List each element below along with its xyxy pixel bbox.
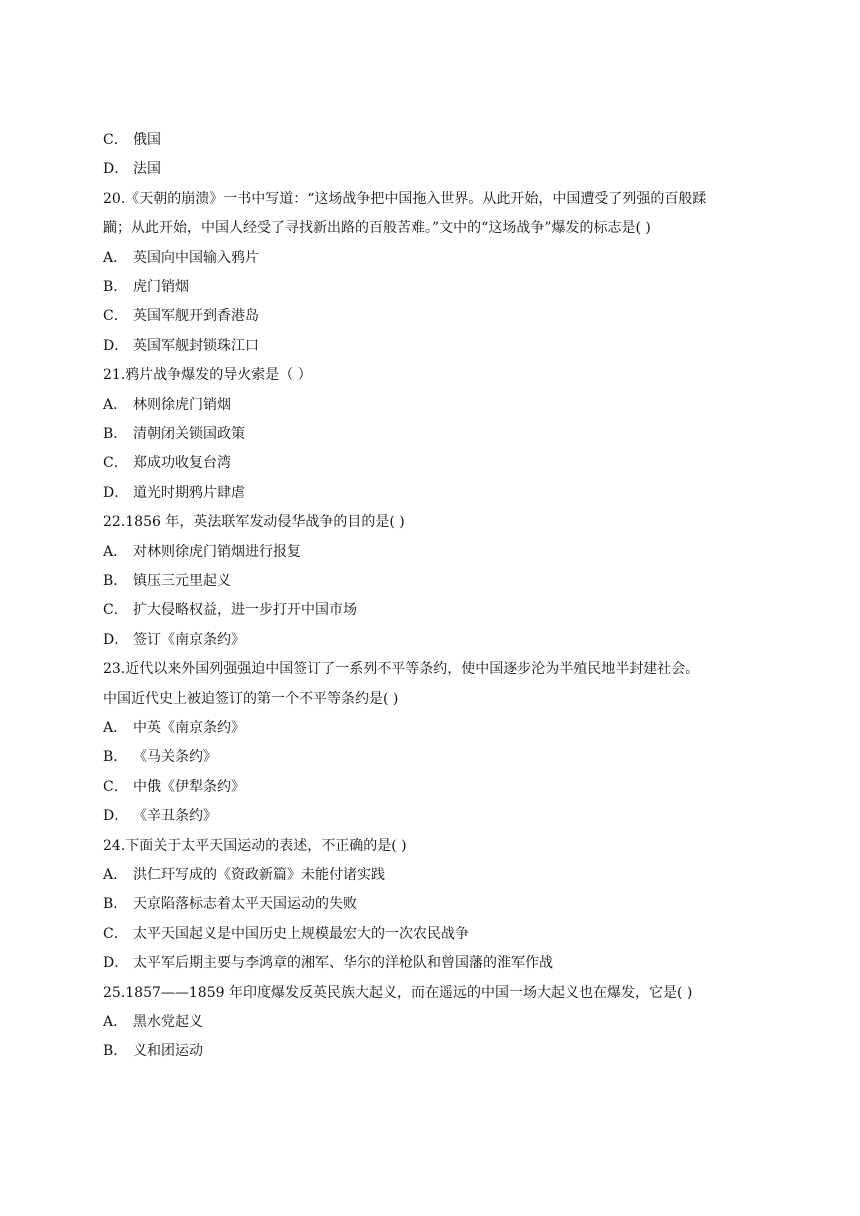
answer-option <box>103 953 783 973</box>
answer-option <box>103 600 783 620</box>
option-text: 对林则徐虎门销烟进行报复 <box>133 543 301 560</box>
option-text: 扩大侵略权益，进一步打开中国市场 <box>133 602 357 619</box>
option-letter: B． <box>103 1043 128 1060</box>
question-text: 21.鸦片战争爆发的导火索是（ ） <box>103 367 312 384</box>
option-text: 道光时期鸦片肆虐 <box>133 484 245 501</box>
answer-option <box>103 277 783 297</box>
option-text: 郑成功收复台湾 <box>133 455 231 472</box>
option-text: 洪仁玕写成的《资政新篇》未能付诸实践 <box>133 867 385 883</box>
option-letter: B． <box>103 749 128 766</box>
option-text: 英国向中国输入鸦片 <box>133 249 259 266</box>
question-text: 23.近代以来外国列强强迫中国签订了一系列不平等条约，使中国逐步沦为半殖民地半封建社会。 <box>103 661 700 678</box>
option-text: 林则徐虎门销烟 <box>133 396 231 413</box>
option-text: 中英《南京条约》 <box>133 720 245 736</box>
option-text: 天京陷落标志着太平天国运动的失败 <box>133 896 357 913</box>
question-text: 20.《天朝的崩溃》一书中写道：“这场战争把中国拖入世界。从此开始，中国遭受了列强的百般蹂 <box>103 190 707 207</box>
option-letter: D． <box>103 484 129 501</box>
option-text: 清朝闭关锁国政策 <box>133 426 245 442</box>
answer-option <box>103 718 783 738</box>
option-letter: C． <box>103 925 128 942</box>
answer-option <box>103 248 783 268</box>
answer-option <box>103 336 783 356</box>
option-text: 英国军舰封锁珠江口 <box>133 337 259 354</box>
option-text: 义和团运动 <box>133 1043 203 1060</box>
option-letter: A． <box>103 543 128 560</box>
option-letter: A． <box>103 249 128 266</box>
answer-option <box>103 630 783 650</box>
option-text: 《辛丑条约》 <box>133 808 217 825</box>
option-letter: A． <box>103 396 128 413</box>
option-letter: D． <box>103 631 129 648</box>
option-letter: D． <box>103 808 129 825</box>
answer-option <box>103 130 783 150</box>
option-letter: C． <box>103 132 128 148</box>
question-text: 22.1856 年，英法联军发动侵华战争的目的是( ) <box>103 514 405 531</box>
option-text: 太平天国起义是中国历史上规模最宏大的一次农民战争 <box>133 925 469 942</box>
option-text: 虎门销烟 <box>133 279 189 295</box>
question-text: 躏；从此开始，中国人经受了寻找新出路的百般苦难。”文中的“这场战争”爆发的标志是( ) <box>103 220 651 237</box>
option-letter: C． <box>103 602 128 619</box>
answer-option <box>103 747 783 767</box>
answer-option <box>103 924 783 944</box>
answer-option <box>103 1012 783 1032</box>
option-letter: A． <box>103 867 128 883</box>
option-letter: B． <box>103 896 128 913</box>
option-text: 镇压三元里起义 <box>133 573 231 589</box>
answer-option <box>103 571 783 591</box>
option-letter: D． <box>103 161 129 178</box>
answer-option <box>103 806 783 826</box>
answer-option <box>103 453 783 473</box>
option-text: 英国军舰开到香港岛 <box>133 308 259 325</box>
option-text: 《马关条约》 <box>133 749 217 766</box>
option-text: 法国 <box>133 161 161 178</box>
answer-option <box>103 1041 783 1061</box>
option-letter: B． <box>103 279 128 295</box>
option-letter: D． <box>103 955 129 972</box>
answer-option <box>103 542 783 562</box>
answer-option <box>103 865 783 885</box>
option-letter: B． <box>103 573 128 589</box>
answer-option <box>103 483 783 503</box>
question-text: 24.下面关于太平天国运动的表述，不正确的是( ) <box>103 837 407 854</box>
option-letter: C． <box>103 778 128 795</box>
option-letter: C． <box>103 455 128 472</box>
option-letter: B． <box>103 426 128 442</box>
option-letter: D． <box>103 337 129 354</box>
option-text: 黑水党起义 <box>133 1014 203 1030</box>
question-text: 25.1857——1859 年印度爆发反英民族大起义，而在遥远的中国一场大起义也在爆发，它是( ) <box>103 984 693 1001</box>
answer-option <box>103 777 783 797</box>
option-text: 中俄《伊犁条约》 <box>133 778 245 795</box>
answer-option <box>103 395 783 415</box>
answer-option <box>103 306 783 326</box>
answer-option <box>103 894 783 914</box>
option-letter: C． <box>103 308 128 325</box>
option-text: 俄国 <box>133 132 161 148</box>
option-text: 签订《南京条约》 <box>133 631 245 648</box>
answer-option <box>103 424 783 444</box>
option-letter: A． <box>103 1014 128 1030</box>
answer-option <box>103 159 783 179</box>
option-text: 太平军后期主要与李鸿章的湘军、华尔的洋枪队和曾国藩的淮军作战 <box>133 955 553 972</box>
option-letter: A． <box>103 720 128 736</box>
question-text: 中国近代史上被迫签订的第一个不平等条约是( ) <box>103 690 399 707</box>
